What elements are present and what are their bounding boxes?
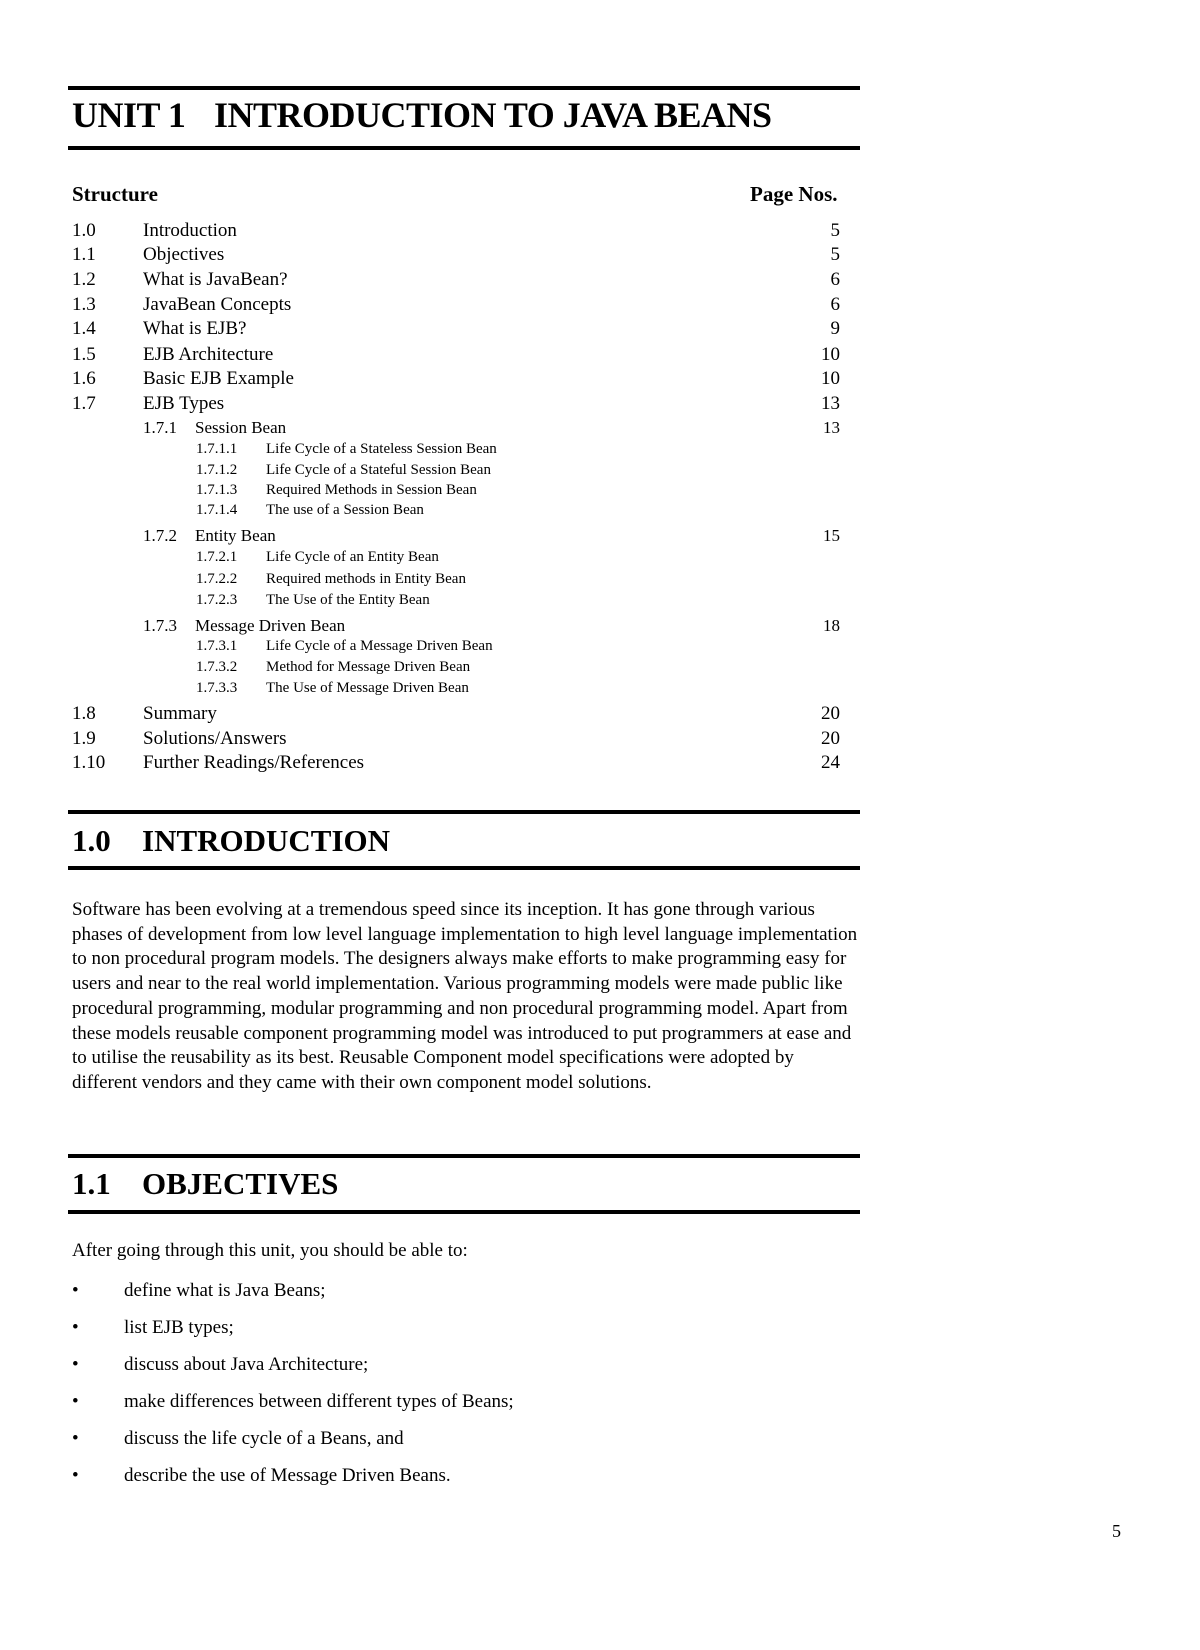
objective-text: define what is Java Beans; — [124, 1280, 326, 1301]
toc-entry-number: 1.7.2.2 — [196, 571, 238, 587]
toc-entry-number: 1.6 — [72, 368, 96, 389]
toc-entry-title: The Use of the Entity Bean — [266, 592, 430, 608]
toc-entry-title: Life Cycle of a Stateless Session Bean — [266, 441, 497, 457]
toc-entry-number: 1.5 — [72, 344, 96, 365]
section-number: 1.0 — [72, 823, 111, 858]
toc-entry-number: 1.1 — [72, 244, 96, 265]
bullet-icon: • — [72, 1465, 79, 1486]
toc-entry-title: Life Cycle of a Message Driven Bean — [266, 638, 493, 654]
toc-entry-title: JavaBean Concepts — [143, 294, 292, 315]
toc-entry-page: 13 — [823, 418, 840, 437]
toc-entry-title: Further Readings/References — [143, 752, 365, 773]
toc-entry-title: Session Bean — [195, 418, 287, 437]
toc-entry-title: Life Cycle of a Stateful Session Bean — [266, 462, 491, 478]
toc-entry-number: 1.8 — [72, 703, 96, 724]
toc-entry-page: 10 — [821, 344, 840, 365]
toc-entry-number: 1.7.2.3 — [196, 592, 238, 608]
unit-number: UNIT 1 — [72, 95, 186, 135]
toc-entry-title: Required methods in Entity Bean — [266, 571, 466, 587]
bullet-icon: • — [72, 1280, 79, 1301]
toc-entry-page: 5 — [830, 220, 840, 241]
toc-entry-number: 1.7.3.3 — [196, 680, 238, 696]
toc-entry-number: 1.7.1.4 — [196, 502, 238, 518]
toc-entry-number: 1.7.1 — [143, 418, 177, 437]
toc-entry-page: 6 — [830, 294, 840, 315]
toc-entry-title: Entity Bean — [195, 526, 276, 545]
toc-entry-number: 1.7.1.2 — [196, 462, 238, 478]
page-number: 5 — [1112, 1521, 1121, 1541]
toc-entry-title: Required Methods in Session Bean — [266, 482, 477, 498]
section-title-text: INTRODUCTION — [142, 823, 391, 858]
page-nos-heading: Page Nos. — [750, 182, 838, 206]
bullet-icon: • — [72, 1354, 79, 1375]
section-title-objectives — [72, 1166, 338, 1202]
bullet-icon: • — [72, 1391, 79, 1412]
toc-entry-number: 1.3 — [72, 294, 96, 315]
section-number: 1.1 — [72, 1166, 111, 1201]
toc-entry-page: 5 — [830, 244, 840, 265]
toc-entry-number: 1.7.3 — [143, 616, 177, 635]
toc-entry-page: 20 — [821, 703, 840, 724]
toc-entry-number: 1.7.1.1 — [196, 441, 238, 457]
toc-entry-title: Summary — [143, 703, 217, 724]
objective-text: make differences between different types of Beans; — [124, 1391, 514, 1412]
toc-entry-title: The use of a Session Bean — [266, 502, 424, 518]
toc-entry-title: Message Driven Bean — [195, 616, 346, 635]
rule-objectives-bottom — [68, 1210, 860, 1214]
toc-entry-number: 1.9 — [72, 728, 96, 749]
toc-entry-title: Solutions/Answers — [143, 728, 287, 749]
rule-objectives-top — [68, 1154, 860, 1158]
toc-entry-page: 18 — [823, 616, 840, 635]
toc-entry-number: 1.2 — [72, 269, 96, 290]
section-title-text: OBJECTIVES — [142, 1166, 339, 1201]
toc-entry-title: Method for Message Driven Bean — [266, 659, 471, 675]
introduction-paragraph: Software has been evolving at a tremendous speed since its inception. It has gone through various phases of development from low level language implementation to high level language implementation to non procedural program models. The designers always make efforts to make programming easy for users and near to the real world implementation. Various programming models were made public like procedural programming, modular programming and non procedural programming model. Apart from these models reusable component programming model was introduced to put programmers at ease and to utilise the reusability as its best. Reusable Component model specifications were adopted by different vendors and they came with their own component model solutions. — [72, 899, 858, 1093]
objective-text: describe the use of Message Driven Beans. — [124, 1465, 451, 1486]
toc-entry-title: Life Cycle of an Entity Bean — [266, 549, 439, 565]
toc-entry-number: 1.0 — [72, 220, 96, 241]
bullet-icon: • — [72, 1317, 79, 1338]
objective-text: discuss about Java Architecture; — [124, 1354, 369, 1375]
toc-entry-title: What is EJB? — [143, 318, 247, 339]
unit-title-text: INTRODUCTION TO JAVA BEANS — [214, 95, 772, 135]
objective-text: discuss the life cycle of a Beans, and — [124, 1428, 404, 1449]
objective-text: list EJB types; — [124, 1317, 234, 1338]
toc-entry-title: Objectives — [143, 244, 225, 265]
objectives-intro: After going through this unit, you should be able to: — [72, 1240, 468, 1261]
toc-entry-title: Basic EJB Example — [143, 368, 294, 389]
toc-entry-number: 1.7.2 — [143, 526, 177, 545]
toc-entry-number: 1.7 — [72, 393, 96, 414]
toc-entry-title: The Use of Message Driven Bean — [266, 680, 469, 696]
toc-entry-number: 1.7.3.1 — [196, 638, 238, 654]
toc-entry-title: What is JavaBean? — [143, 269, 288, 290]
toc-entry-title: EJB Architecture — [143, 344, 274, 365]
section-title-introduction — [72, 823, 390, 859]
toc-entry-page: 24 — [821, 752, 840, 773]
toc-entry-page: 6 — [830, 269, 840, 290]
toc-entry-number: 1.7.2.1 — [196, 549, 238, 565]
toc-entry-title: EJB Types — [143, 393, 225, 414]
toc-entry-number: 1.7.3.2 — [196, 659, 238, 675]
toc-entry-page: 13 — [821, 393, 840, 414]
structure-heading: Structure — [72, 182, 158, 206]
toc-entry-page: 9 — [830, 318, 840, 339]
toc-entry-page: 15 — [823, 526, 840, 545]
toc-entry-page: 10 — [821, 368, 840, 389]
toc-entry-number: 1.4 — [72, 318, 96, 339]
bullet-icon: • — [72, 1428, 79, 1449]
toc-entry-number: 1.10 — [72, 752, 106, 773]
toc-entry-title: Introduction — [143, 220, 237, 241]
rule-intro-bottom — [68, 866, 860, 870]
rule-intro-top — [68, 810, 860, 814]
toc-entry-number: 1.7.1.3 — [196, 482, 238, 498]
toc-entry-page: 20 — [821, 728, 840, 749]
